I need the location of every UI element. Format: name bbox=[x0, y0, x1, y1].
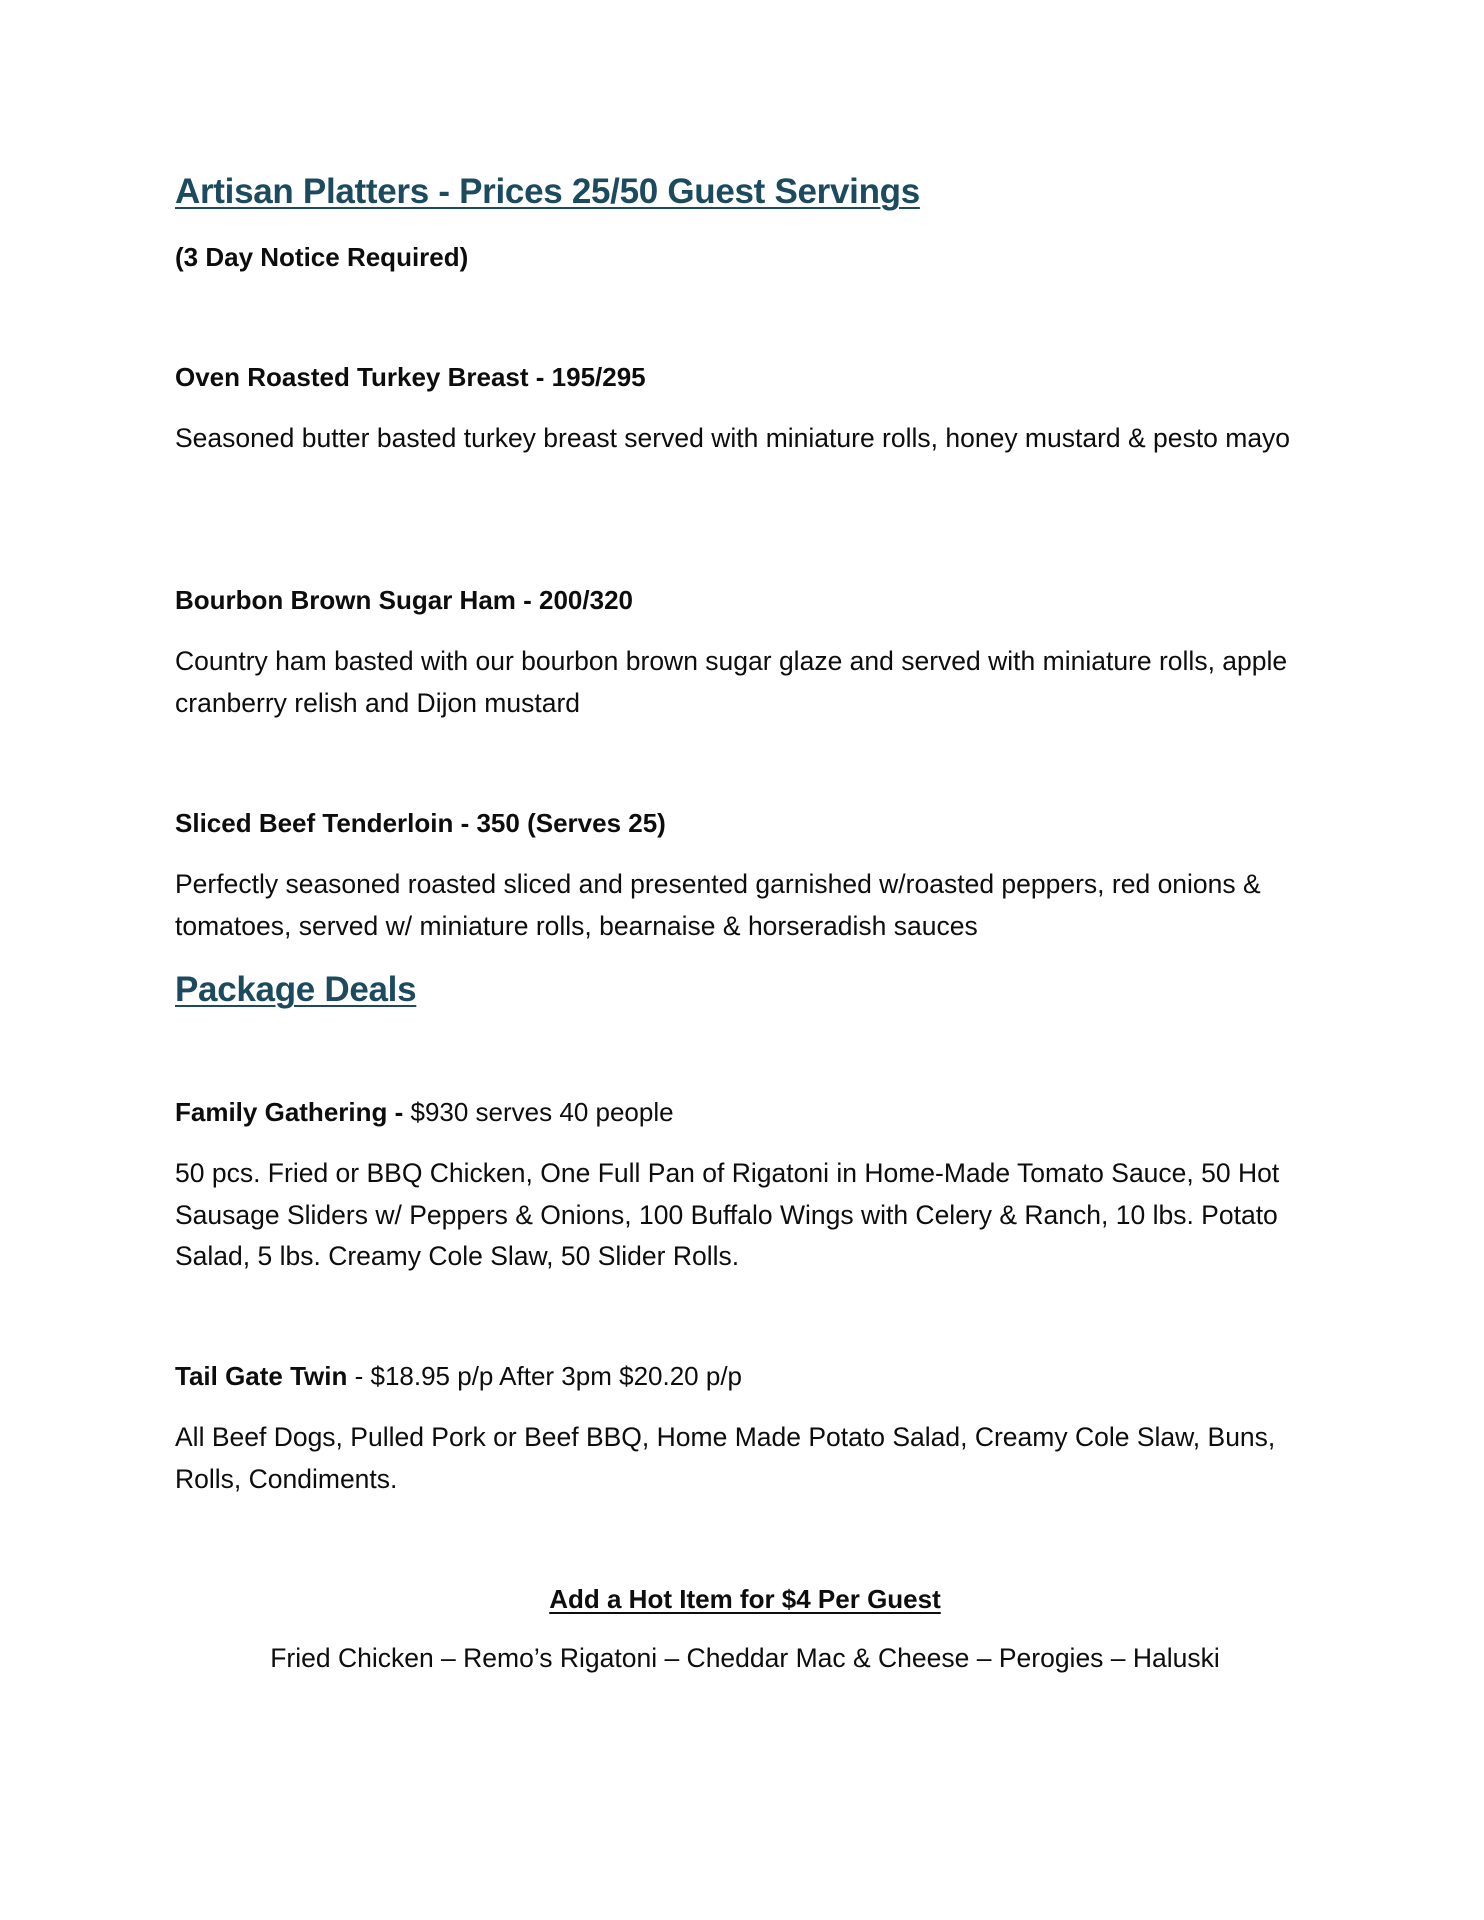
platters-heading: Artisan Platters - Prices 25/50 Guest Servings bbox=[175, 172, 920, 211]
platter-description-tenderloin: Perfectly seasoned roasted sliced and presented garnished w/roasted peppers, red onions & tomatoes, served w/ miniature rolls, bearnaise & horseradish sauces bbox=[175, 869, 1261, 941]
package-detail: - $18.95 p/p After 3pm $20.20 p/p bbox=[347, 1361, 742, 1391]
package-name: Tail Gate Twin bbox=[175, 1361, 348, 1391]
packages-heading: Package Deals bbox=[175, 970, 417, 1009]
platter-name: Oven Roasted Turkey Breast - 195/295 bbox=[175, 362, 646, 392]
platter-name: Bourbon Brown Sugar Ham - 200/320 bbox=[175, 585, 633, 615]
platter-title-tenderloin bbox=[175, 808, 666, 839]
platter-description-ham: Country ham basted with our bourbon brown sugar glaze and served with miniature rolls, apple cranberry relish and Dijon mustard bbox=[175, 646, 1288, 718]
package-description-tailgate: All Beef Dogs, Pulled Pork or Beef BBQ, Home Made Potato Salad, Creamy Cole Slaw, Buns, Rolls, Condiments. bbox=[175, 1422, 1276, 1494]
notice-text: (3 Day Notice Required) bbox=[175, 242, 469, 272]
platter-title-turkey bbox=[175, 362, 646, 393]
platter-name: Sliced Beef Tenderloin - 350 (Serves 25) bbox=[175, 808, 666, 838]
addon-title: Add a Hot Item for $4 Per Guest bbox=[549, 1584, 941, 1614]
addon-items: Fried Chicken – Remo’s Rigatoni – Cheddar Mac & Cheese – Perogies – Haluski bbox=[270, 1643, 1220, 1673]
package-title-family bbox=[175, 1097, 674, 1128]
platter-description-turkey: Seasoned butter basted turkey breast served with miniature rolls, honey mustard & pesto mayo bbox=[175, 423, 1291, 453]
package-detail: $930 serves 40 people bbox=[403, 1097, 674, 1127]
package-description-family: 50 pcs. Fried or BBQ Chicken, One Full Pan of Rigatoni in Home-Made Tomato Sauce, 50 Hot Sausage Sliders w/ Peppers & Onions, 100 Buffalo Wings with Celery & Ranch, 10 lbs. Potato Salad, 5 lbs. Creamy Cole Slaw, 50 Slider Rolls. bbox=[175, 1158, 1280, 1271]
package-title-tailgate bbox=[175, 1361, 742, 1392]
package-name: Family Gathering - bbox=[175, 1097, 404, 1127]
platter-title-ham bbox=[175, 585, 633, 616]
